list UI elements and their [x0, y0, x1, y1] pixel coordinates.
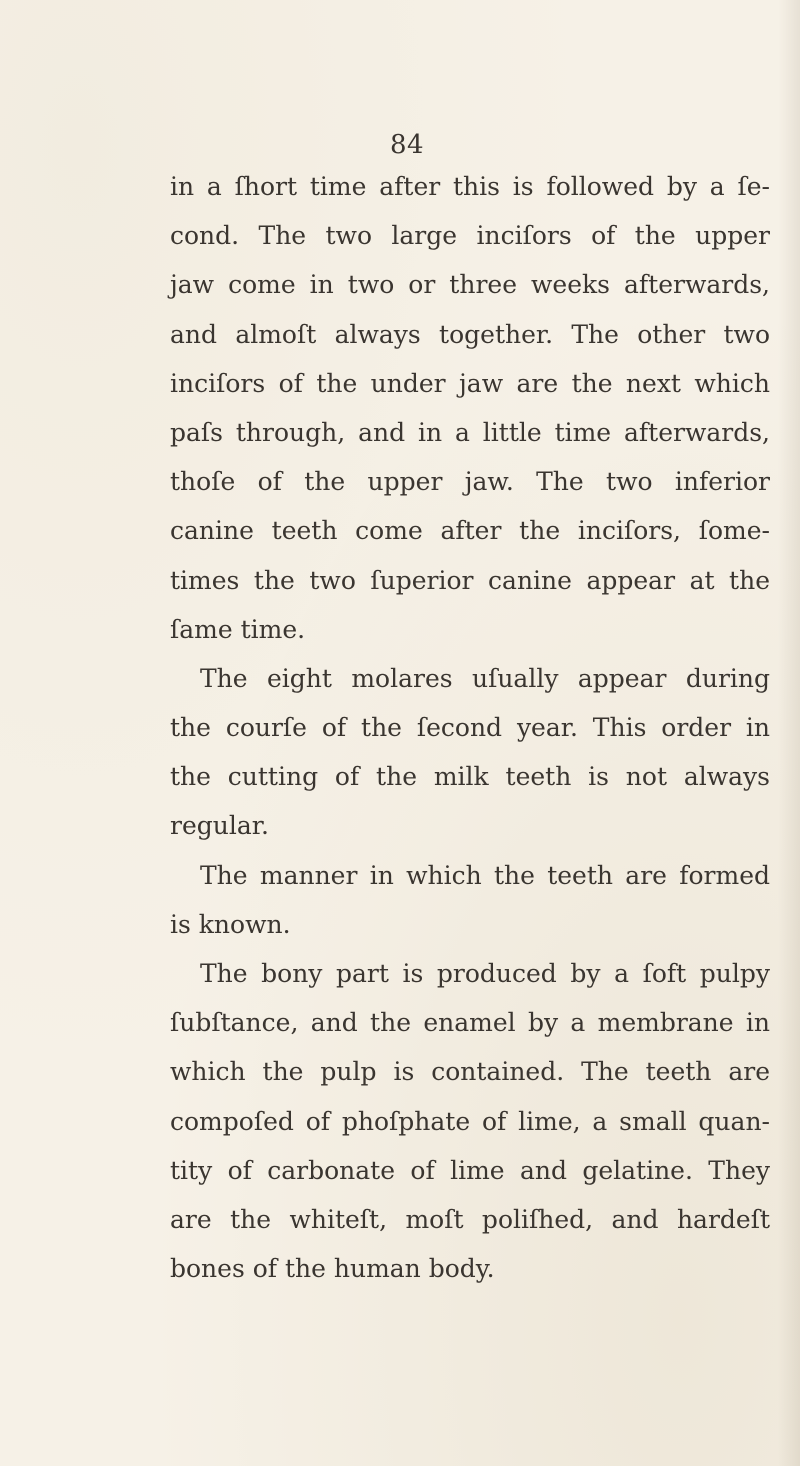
text-line: The bony part is produced by a ſoft pulpy: [200, 959, 770, 988]
text-line: canine teeth come after the inciſors, ſome-: [170, 516, 770, 546]
text-line: thoſe of the upper jaw. The two inferior: [170, 467, 770, 497]
text-line: The eight molares uſually appear during: [200, 663, 770, 693]
text-line: paſs through, and in a little time afterwards,: [170, 417, 770, 447]
text-line: inciſors of the under jaw are the next which: [170, 368, 770, 398]
text-line: the cutting of the milk teeth is not always: [170, 762, 770, 792]
text-line: cond. The two large inciſors of the upper: [170, 221, 770, 251]
body-text: [170, 162, 770, 1293]
text-line: ſubſtance, and the enamel by a membrane in: [170, 1008, 770, 1038]
page-edge-shadow: [778, 0, 800, 1466]
text-line: tity of carbonate of lime and gelatine. They: [170, 1155, 770, 1185]
text-line: are the whiteſt, moſt poliſhed, and hardeſt: [170, 1204, 770, 1234]
text-line: is known.: [170, 909, 291, 939]
text-line: the courſe of the ſecond year. This order in: [170, 713, 770, 743]
text-line: and almoſt always together. The other two: [170, 319, 770, 349]
text-line: in a ſhort time after this is followed by a ſe-: [170, 172, 770, 201]
text-line: The manner in which the teeth are formed: [200, 860, 770, 890]
text-line: compoſed of phoſphate of lime, a small quan-: [170, 1106, 770, 1136]
page-number: 84: [390, 130, 425, 160]
text-line: bones of the human body.: [170, 1254, 495, 1284]
text-line: times the two ſuperior canine appear at the: [170, 565, 770, 595]
text-line: ſame time.: [170, 614, 306, 644]
text-line: jaw come in two or three weeks afterwards,: [170, 270, 770, 300]
text-line: regular.: [170, 811, 269, 841]
text-line: which the pulp is contained. The teeth are: [170, 1057, 770, 1087]
